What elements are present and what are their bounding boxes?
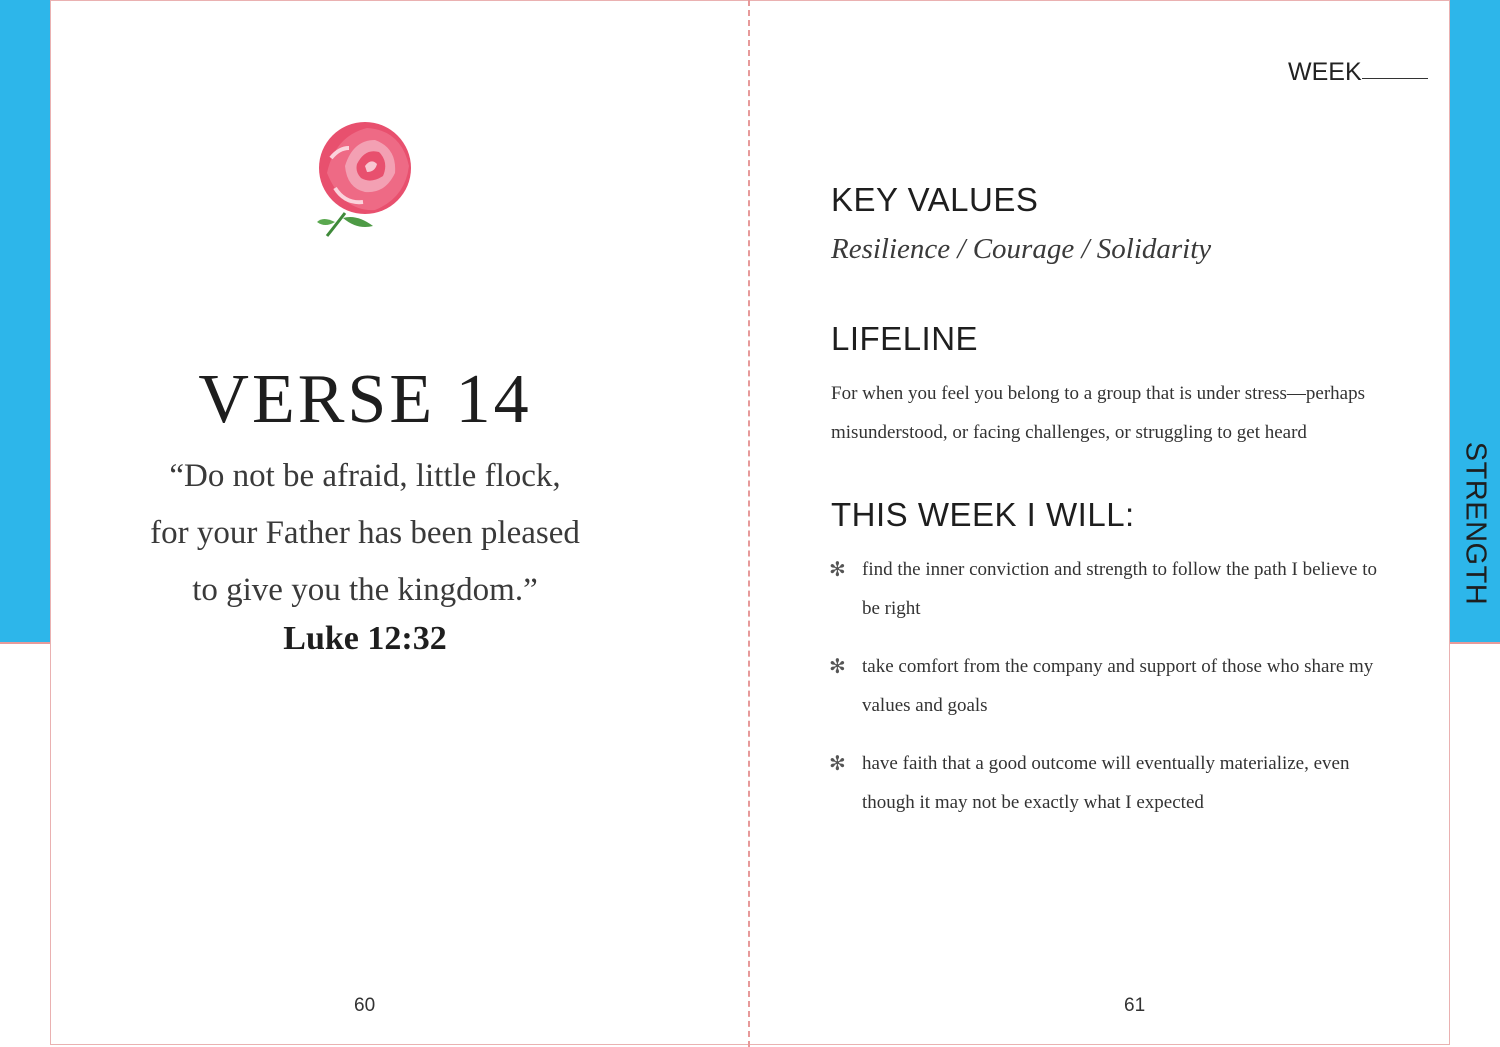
rose-icon [305,118,420,240]
key-values-list: Resilience / Courage / Solidarity [831,233,1212,265]
key-values-heading: KEY VALUES [831,181,1039,218]
asterisk-icon: ✻ [829,654,846,678]
bible-quote [50,448,680,619]
page-number-left: 60 [354,995,376,1016]
side-tab-label: STRENGTH [1459,441,1492,605]
section-side-tab [1452,443,1498,603]
left-edge-tab [0,0,50,644]
verse-reference: Luke 12:32 [283,620,447,657]
this-week-heading: THIS WEEK I WILL: [831,496,1135,533]
week-label: WEEK [1288,58,1362,86]
quote-line: to give you the kingdom.” [192,572,538,608]
book-spine [748,0,750,1047]
list-item: have faith that a good outcome will eventually materialize, even though it may not be exactly what I expected [862,753,1350,813]
list-item: take comfort from the company and support of those who share my values and goals [862,656,1374,716]
lifeline-text: For when you feel you belong to a group that is under stress—perhaps misunderstood, or facing challenges, or struggling to get heard [831,383,1366,443]
list-item: find the inner conviction and strength to follow the path I believe to be right [862,559,1377,619]
week-fill-line [1362,78,1428,79]
lifeline-heading: LIFELINE [831,320,979,357]
page-number-right: 61 [1124,995,1146,1016]
quote-line: “Do not be afraid, little flock, [169,458,561,494]
quote-line: for your Father has been pleased [150,515,580,551]
asterisk-icon: ✻ [829,557,846,581]
asterisk-icon: ✻ [829,751,846,775]
verse-title: VERSE 14 [198,361,532,438]
